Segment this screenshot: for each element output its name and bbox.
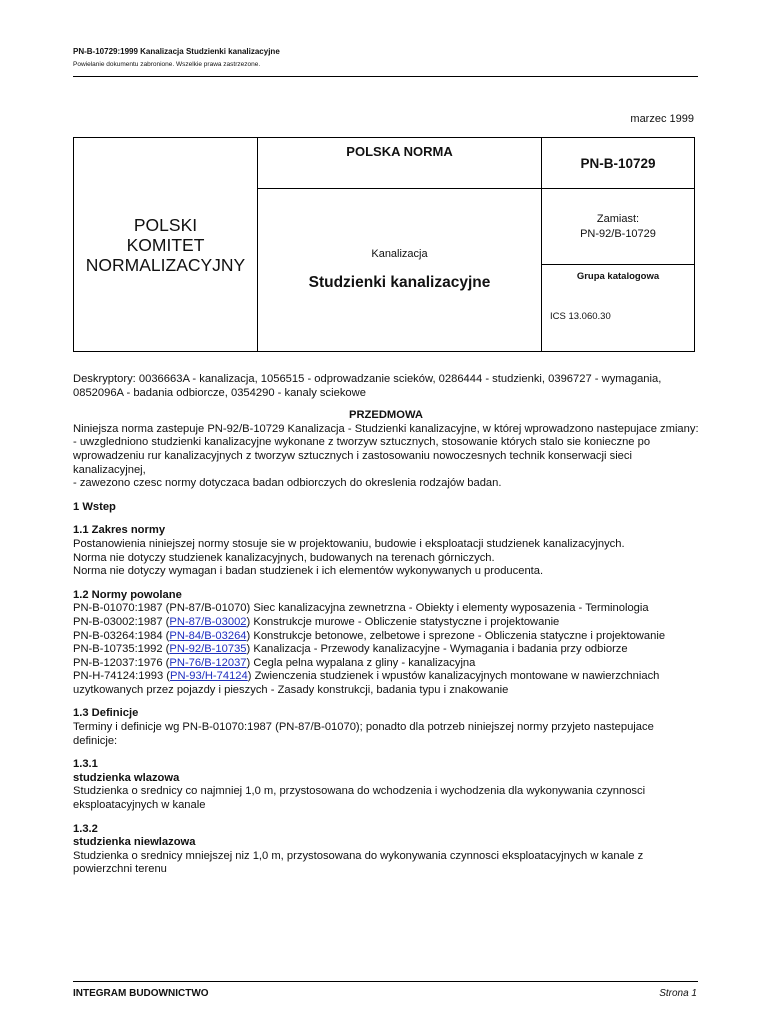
reference-4-link[interactable]: PN-92/B-10735 [169, 643, 247, 656]
document-body [73, 373, 699, 877]
page-number: Strona 1 [659, 988, 697, 999]
replaces-cell [542, 189, 695, 265]
section-1-3-heading: 1.3 Definicje [73, 707, 139, 720]
standard-info-box [73, 137, 695, 352]
reference-2-number: PN-B-03002:1987 ( [73, 615, 170, 628]
standard-number: PN-B-10729 [542, 138, 695, 189]
foreword-item-2: - zawezono czesc normy dotyczaca badan odbiorczych do okreslenia rodzajów badan. [73, 477, 502, 490]
footer-divider [73, 981, 698, 982]
header-title: PN-B-10729:1999 Kanalizacja Studzienki kanalizacyjne [73, 47, 280, 56]
publication-date: marzec 1999 [630, 113, 694, 125]
definition-2-number: 1.3.2 [73, 822, 98, 835]
ics-code: ICS 13.060.30 [550, 311, 611, 322]
replaces-label: Zamiast: [596, 212, 640, 225]
definition-1-term: studzienka wlazowa [73, 771, 180, 784]
reference-3-link[interactable]: PN-84/B-03264 [169, 629, 247, 642]
catalog-group-label: Grupa katalogowa [576, 271, 660, 282]
committee-line-2: KOMITET [126, 234, 205, 255]
section-1-2-heading: 1.2 Normy powolane [73, 588, 182, 601]
reference-4 [73, 643, 699, 657]
reference-4-title: ) Kanalizacja - Przewody kanalizacyjne - Wymagania i badania przy odbiorze [246, 643, 628, 656]
reference-5-title: ) Cegla pelna wypalana z gliny - kanalizacyjna [246, 656, 476, 669]
standard-title: Studzienki kanalizacyjne [308, 274, 491, 291]
reference-6-number: PN-H-74124:1993 ( [73, 670, 171, 683]
catalog-cell [542, 265, 695, 352]
reference-5-number: PN-B-12037:1976 ( [73, 656, 170, 669]
definition-2-text: Studzienka o srednicy mniejszej niz 1,0 m, przystosowana do wykonywania czynnosci eksploatacyjnych w kanale z powierzchni terenu [73, 849, 644, 876]
copyright-notice: Powielanie dokumentu zabronione. Wszelkie prawa zastrzezone. [73, 61, 261, 68]
section-1-heading: 1 Wstep [73, 500, 116, 513]
reference-3 [73, 630, 699, 644]
polska-norma-label: POLSKA NORMA [258, 138, 542, 189]
section-1-1-heading: 1.1 Zakres normy [73, 524, 166, 537]
standard-category: Kanalizacja [371, 248, 428, 260]
reference-5 [73, 657, 699, 671]
definition-2-term: studzienka niewlazowa [73, 836, 196, 849]
foreword-text: Niniejsza norma zastepuje PN-92/B-10729 Kanalizacja - Studzienki kanalizacyjne, w której wprowadzono nastepujace zmiany: [73, 422, 699, 435]
foreword-item-1: - uwzgledniono studzienki kanalizacyjne wykonane z tworzyw sztucznych, stosowanie których stalo sie konieczne po wprowadzeniu rur kanalizacyjnych z tworzyw sztucznych i zastosowaniu nowoczesnych technik konserwacji sieci kanalizacyjnej, [73, 436, 651, 476]
reference-1: PN-B-01070:1987 (PN-87/B-01070) Siec kanalizacyjna zewnetrzna - Obiekty i elementy wyposazenia - Terminologia [73, 602, 649, 615]
committee-cell [74, 138, 258, 352]
scope-line-3: Norma nie dotyczy wymagan i badan studzienek i ich elementów wykonywanych u producenta. [73, 565, 544, 578]
reference-3-title: ) Konstrukcje betonowe, zelbetowe i sprezone - Obliczenia statyczne i projektowanie [246, 629, 666, 642]
foreword-heading: PRZEDMOWA [349, 409, 423, 422]
definition-1-text: Studzienka o srednicy co najmniej 1,0 m, przystosowana do wchodzenia i wychodzenia dla wykonywania czynnosci eksploatacyjnych w kanale [73, 785, 646, 812]
reference-6-title: ) Zwienczenia studzienek i wpustów kanalizacyjnych montowane w nawierzchniach uzytkowanych przez pojazdy i pieszych - Zasady konstrukcji, badania typu i znakowanie [73, 670, 660, 696]
definition-1-number: 1.3.1 [73, 758, 98, 771]
committee-line-3: NORMALIZACYJNY [85, 254, 246, 275]
scope-line-1: Postanowienia niniejszej normy stosuje sie w projektowaniu, budowie i eksploatacji studzienek kanalizacyjnych. [73, 537, 625, 550]
reference-5-link[interactable]: PN-76/B-12037 [169, 656, 247, 669]
header-divider [73, 76, 698, 77]
scope-line-2: Norma nie dotyczy studzienek kanalizacyjnych, budowanych na terenach górniczych. [73, 551, 495, 564]
definitions-intro: Terminy i definicje wg PN-B-01070:1987 (PN-87/B-01070); ponadto dla potrzeb niniejszej normy przyjeto nastepujace definicje: [73, 721, 654, 747]
title-cell [258, 189, 542, 352]
reference-2-title: ) Konstrukcje murowe - Obliczenie statystyczne i projektowanie [246, 615, 560, 628]
reference-3-number: PN-B-03264:1984 ( [73, 629, 170, 642]
replaces-value: PN-92/B-10729 [580, 227, 656, 240]
committee-line-1: POLSKI [133, 214, 198, 235]
reference-2-link[interactable]: PN-87/B-03002 [169, 615, 247, 628]
reference-2 [73, 616, 699, 630]
reference-6-link[interactable]: PN-93/H-74124 [170, 670, 248, 683]
footer-publisher: INTEGRAM BUDOWNICTWO [73, 988, 209, 999]
descriptors: Deskryptory: 0036663A - kanalizacja, 1056515 - odprowadzanie scieków, 0286444 - studzienki, 0396727 - wymagania, 0852096A - badania odbiorcze, 0354290 - kanaly sciekowe [73, 373, 662, 399]
reference-4-number: PN-B-10735:1992 ( [73, 643, 170, 656]
reference-6 [73, 670, 699, 697]
